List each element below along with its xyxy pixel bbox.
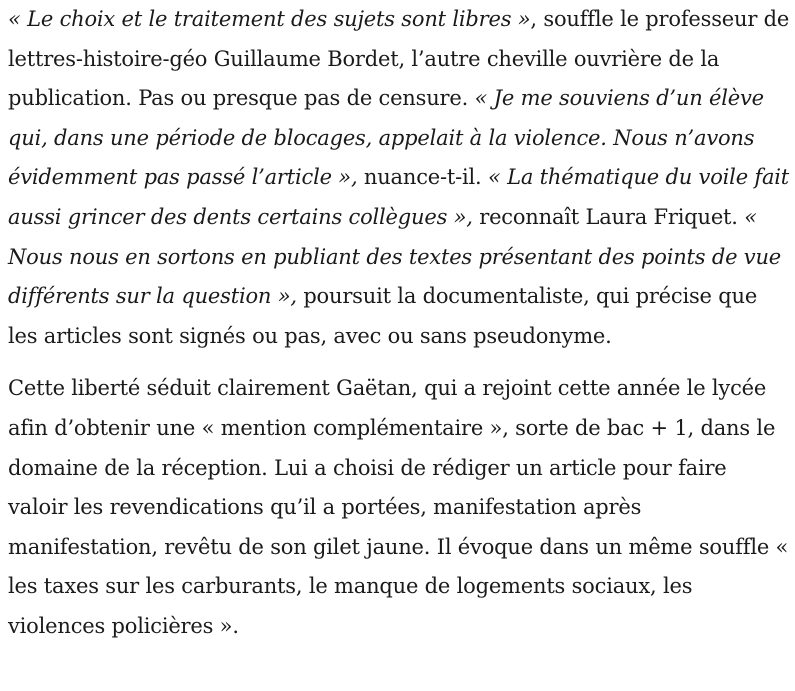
- text-segment: nuance-t-il.: [357, 165, 488, 190]
- text-segment: Cette liberté séduit clairement Gaëtan, qui a rejoint cette année le lycée afin d’obtenir une « mention complémentaire », sorte de bac + 1, dans le domaine de la réception. Lui a choisi de rédiger un article pour faire valoir les revendications qu’il a portées, manifestation après manifestation, revêtu de son gilet jaune. Il évoque dans un même souffle « les taxes sur les carburants, le manque de logements sociaux, les violences policières ».: [8, 376, 789, 638]
- text-segment: , souffle le professeur de lettres-histoire-géo Guillaume Bordet, l’autre cheville ouvrière de la publication. Pas ou presque pas de censure.: [8, 7, 790, 111]
- quote-segment: « Le choix et le traitement des sujets sont libres »: [8, 7, 531, 31]
- article-body: [8, 0, 790, 647]
- paragraph-1: [8, 0, 790, 356]
- quote-segment: « Nous nous en sortons en publiant des textes présentant des points de vue différents sur la question »,: [8, 204, 782, 309]
- paragraph-2: [8, 369, 790, 646]
- text-segment: reconnaît Laura Friquet.: [472, 204, 745, 229]
- text-segment: poursuit la documentaliste, qui précise que les articles sont signés ou pas, avec ou sans pseudonyme.: [8, 284, 758, 348]
- quote-segment: « Je me souviens d’un élève qui, dans une période de blocages, appelait à la violence. Nous n’avons évidemment pas passé l’article »,: [8, 86, 764, 190]
- quote-segment: « La thématique du voile fait aussi grincer des dents certains collègues »,: [8, 165, 790, 229]
